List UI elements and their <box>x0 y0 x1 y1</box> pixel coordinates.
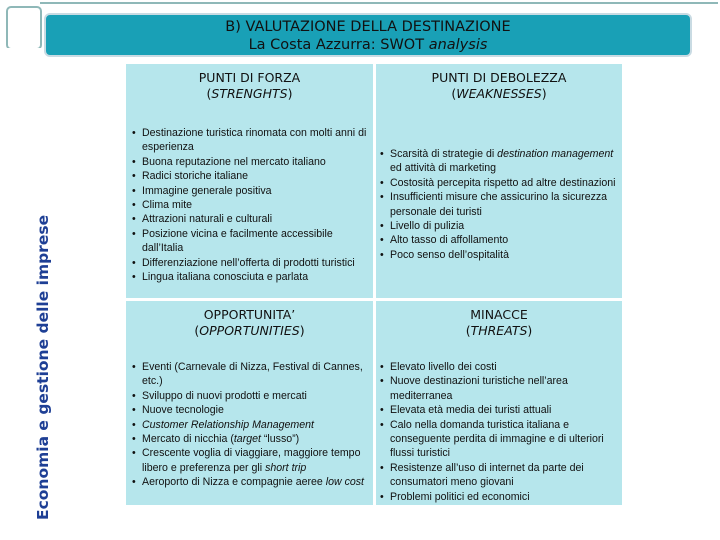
strengths-subtitle-text: STRENGHTS <box>211 86 288 101</box>
opportunities-quadrant <box>126 301 373 505</box>
list-item <box>378 147 618 176</box>
list-item-text: “lusso”) <box>260 433 300 446</box>
list-item-text: Eventi (Carnevale di Nizza, Festival di Cannes, etc.) <box>142 361 363 388</box>
title-line-2 <box>46 37 690 53</box>
list-item-text: Attrazioni naturali e culturali <box>142 213 273 226</box>
list-item-italic-text: low cost <box>325 476 365 489</box>
weaknesses-quadrant <box>376 64 622 298</box>
threats-quadrant <box>376 301 622 505</box>
title-banner <box>44 13 692 57</box>
list-item <box>130 432 370 446</box>
threats-subtitle: (THREATS) <box>465 323 533 338</box>
list-item-text: Clima mite <box>142 199 193 212</box>
list-item <box>130 198 370 212</box>
list-item-text: Lingua italiana conosciuta e parlata <box>142 271 309 284</box>
list-item <box>130 418 370 432</box>
strengths-heading <box>126 70 373 102</box>
corner-square-decoration <box>6 6 42 50</box>
list-item-text: Nuove tecnologie <box>142 404 224 417</box>
list-item-text: Posizione vicina e facilmente accessibile dall’Italia <box>142 227 333 255</box>
list-item <box>378 360 620 374</box>
list-item-italic-text: target <box>233 433 261 446</box>
strengths-title: PUNTI DI FORZA <box>198 70 301 85</box>
list-item-text: Problemi politici ed economici <box>390 490 530 503</box>
list-item <box>130 169 370 183</box>
title-line-1: B) VALUTAZIONE DELLA DESTINAZIONE <box>225 19 511 35</box>
threats-heading <box>376 307 622 339</box>
list-item-text: Mercato di nicchia ( <box>142 433 234 446</box>
threats-title: MINACCE <box>470 307 528 322</box>
weaknesses-subtitle: (WEAKNESSES) <box>451 86 547 101</box>
list-item <box>130 126 370 155</box>
list-item-text: Buona reputazione nel mercato italiano <box>142 155 326 168</box>
list-item <box>378 461 620 490</box>
list-item <box>378 403 620 417</box>
weaknesses-list <box>378 147 618 262</box>
list-item-text: Insufficienti misure che assicurino la sicurezza personale dei turisti <box>390 191 608 218</box>
list-item <box>378 248 618 262</box>
list-item-text: Elevata età media dei turisti attuali <box>390 404 552 417</box>
threats-subtitle-text: THREATS <box>470 323 528 338</box>
strengths-subtitle: (STRENGHTS) <box>206 86 293 101</box>
list-item-text: Destinazione turistica rinomata con molti anni di esperienza <box>142 127 367 154</box>
list-item <box>130 184 370 198</box>
top-border-line <box>40 2 718 4</box>
list-item-text: Sviluppo di nuovi prodotti e mercati <box>142 389 307 402</box>
list-item <box>130 403 370 417</box>
swot-grid <box>126 64 622 505</box>
list-item <box>378 190 618 219</box>
list-item-text: Scarsità di strategie di <box>390 148 498 160</box>
list-item-italic-text: destination management <box>497 148 614 160</box>
sidebar-label: Economia e gestione delle imprese <box>34 214 52 520</box>
list-item-italic-text: Customer Relationship Management <box>142 418 314 431</box>
list-item <box>130 227 370 256</box>
list-item <box>130 212 370 226</box>
list-item <box>130 475 370 489</box>
list-item-text: Radici storiche italiane <box>142 170 248 183</box>
threats-list <box>378 360 620 504</box>
list-item <box>130 270 370 284</box>
list-item <box>130 256 370 270</box>
opportunities-heading <box>126 307 373 339</box>
list-item-text: Poco senso dell’ospitalità <box>390 248 509 261</box>
strengths-quadrant <box>126 64 373 298</box>
weaknesses-heading <box>376 70 622 102</box>
list-item <box>378 490 620 504</box>
list-item <box>378 418 620 461</box>
list-item <box>130 446 370 475</box>
opportunities-subtitle-text: OPPORTUNITIES <box>199 323 300 338</box>
list-item-text: Crescente voglia di viaggiare, maggiore tempo libero e preferenza per gli <box>142 447 361 474</box>
title-line-2-italic: analysis <box>428 37 488 53</box>
strengths-list <box>130 126 370 284</box>
list-item-italic-text: short trip <box>265 461 307 474</box>
list-item <box>130 389 370 403</box>
list-item-text: Differenziazione nell’offerta di prodotti turistici <box>142 256 355 269</box>
list-item-text: Livello di pulizia <box>390 220 465 233</box>
list-item-text: Aeroporto di Nizza e compagnie aeree <box>142 476 326 489</box>
opportunities-subtitle: (OPPORTUNITIES) <box>194 323 305 338</box>
list-item <box>378 233 618 247</box>
list-item-text: Costosità percepita rispetto ad altre destinazioni <box>390 176 616 189</box>
list-item-text: Alto tasso di affollamento <box>390 234 509 247</box>
weaknesses-subtitle-text: WEAKNESSES <box>456 86 542 101</box>
opportunities-title: OPPORTUNITA’ <box>203 307 296 322</box>
list-item <box>378 219 618 233</box>
list-item-text: Elevato livello dei costi <box>390 361 497 373</box>
list-item-text: Immagine generale positiva <box>142 184 272 197</box>
title-line-2-prefix: La Costa Azzurra: SWOT <box>248 37 429 53</box>
opportunities-list <box>130 360 370 490</box>
list-item-text: ed attività di marketing <box>390 162 496 175</box>
list-item-text: Nuove destinazioni turistiche nell’area mediterranea <box>390 375 568 402</box>
list-item-text: Calo nella domanda turistica italiana e conseguente perdita di immagine e di ulteriori flussi turistici <box>390 418 604 460</box>
list-item-text: Resistenze all’uso di internet da parte dei consumatori meno giovani <box>390 461 584 489</box>
list-item <box>130 155 370 169</box>
list-item <box>378 374 620 403</box>
weaknesses-title: PUNTI DI DEBOLEZZA <box>431 70 567 85</box>
list-item <box>130 360 370 389</box>
list-item <box>378 176 618 190</box>
